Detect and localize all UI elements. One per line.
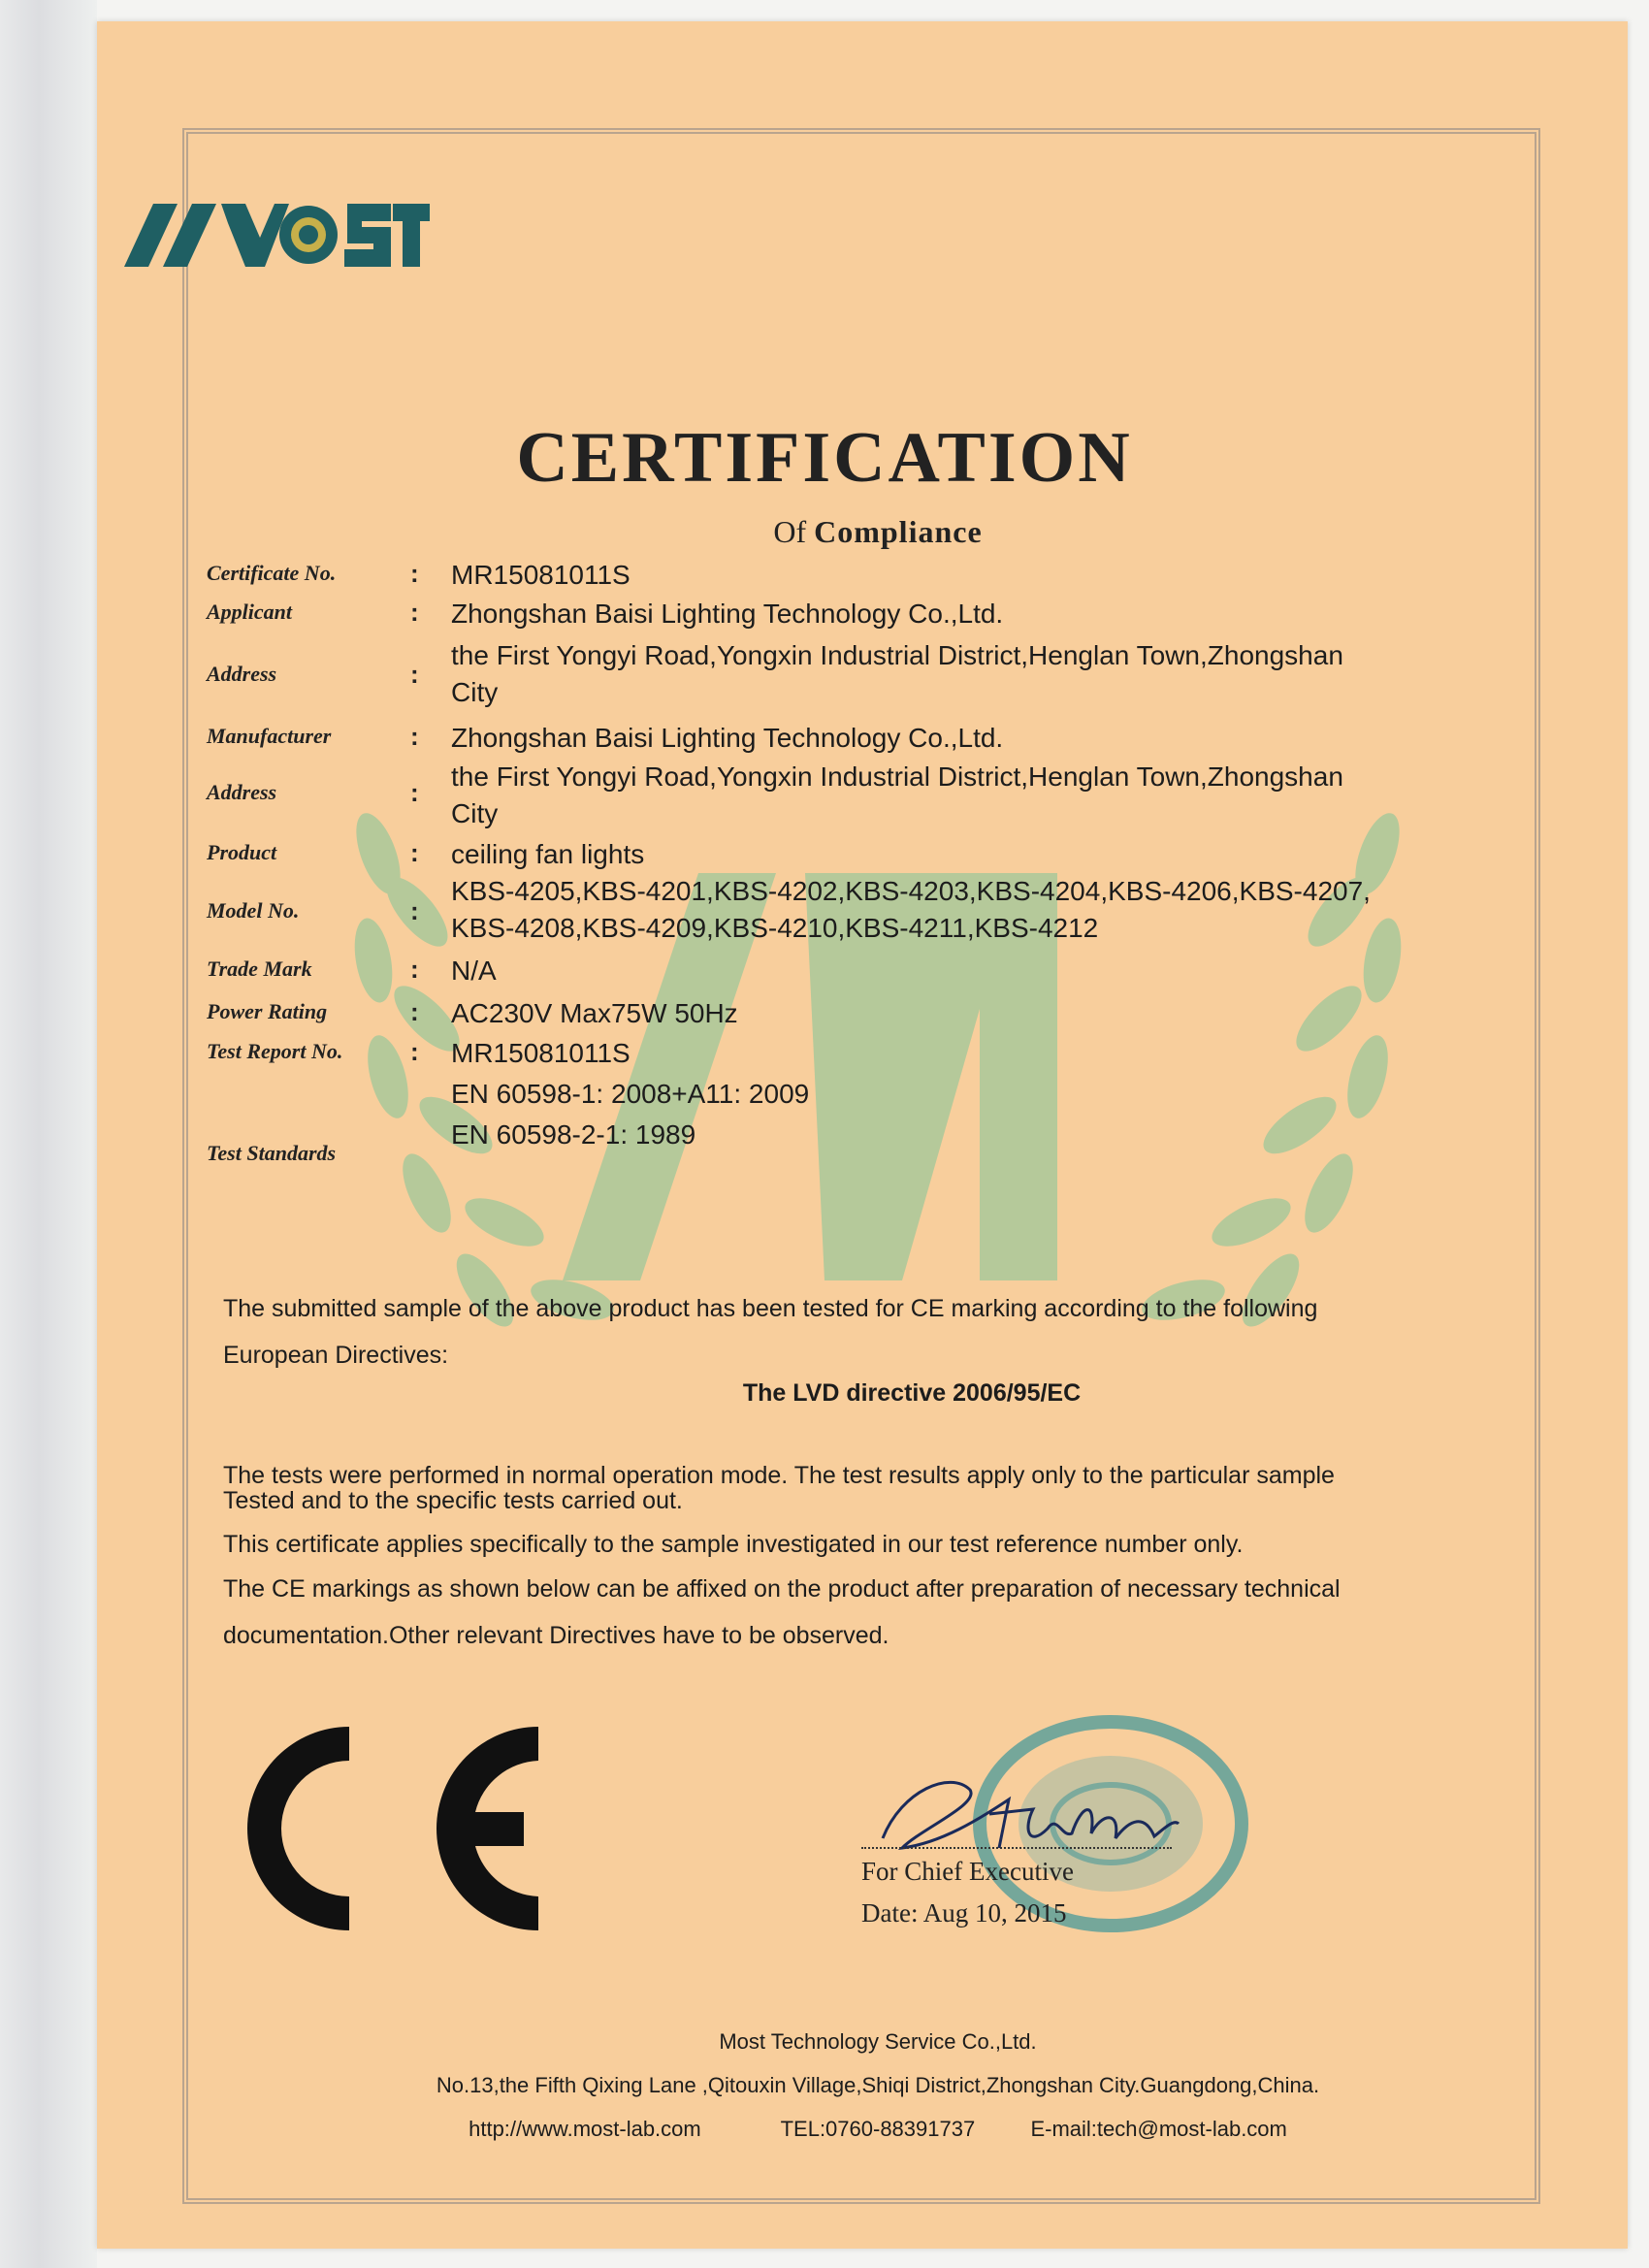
value-test-report-no: MR15081011S	[451, 1038, 630, 1068]
label-product: Product	[207, 840, 277, 864]
value-model-no	[451, 873, 1411, 947]
address-line-1: the First Yongyi Road,Yongxin Industrial District,Henglan Town,Zhongshan	[451, 761, 1343, 792]
value-applicant-address	[451, 637, 1411, 711]
address-line-1: the First Yongyi Road,Yongxin Industrial District,Henglan Town,Zhongshan	[451, 640, 1343, 670]
signature-line	[861, 1847, 1172, 1849]
label-manufacturer-address: Address	[207, 780, 277, 804]
value-applicant: Zhongshan Baisi Lighting Technology Co.,Ltd.	[451, 599, 1004, 629]
tests-line-1: The tests were performed in normal operation mode. The test results apply only to the particular sample	[223, 1462, 1335, 1489]
colon: :	[410, 660, 419, 689]
directive-title: The LVD directive 2006/95/EC	[742, 1379, 1082, 1407]
subtitle-compliance: Compliance	[814, 514, 983, 549]
colon: :	[410, 559, 419, 588]
value-manufacturer-address	[451, 759, 1411, 832]
colon: :	[410, 1037, 419, 1066]
address-line-2: City	[451, 798, 499, 828]
colon: :	[410, 598, 419, 627]
label-test-report-no: Test Report No.	[207, 1039, 343, 1063]
value-trade-mark: N/A	[451, 956, 497, 986]
value-manufacturer: Zhongshan Baisi Lighting Technology Co.,Ltd.	[451, 723, 1004, 753]
tests-line-2: Tested and to the specific tests carried out.	[223, 1487, 683, 1514]
applies-paragraph: This certificate applies specifically to the sample investigated in our test reference number only.	[223, 1531, 1244, 1558]
submitted-paragraph	[223, 1285, 1562, 1378]
footer-tel: TEL:0760-88391737	[780, 2117, 976, 2141]
ce-mark-icon	[242, 1717, 650, 1940]
standard-line-1: EN 60598-1: 2008+A11: 2009	[451, 1079, 810, 1109]
certificate-subtitle	[0, 514, 1649, 550]
footer-email[interactable]: E-mail:tech@most-lab.com	[1030, 2117, 1287, 2141]
colon: :	[410, 997, 419, 1026]
ce-markings-line-1: The CE markings as shown below can be affixed on the product after preparation of necessary technical	[223, 1575, 1341, 1603]
signature	[863, 1761, 1183, 1867]
most-logo	[119, 184, 430, 286]
model-line-2: KBS-4208,KBS-4209,KBS-4210,KBS-4211,KBS-4212	[451, 913, 1099, 943]
footer-address: No.13,the Fifth Qixing Lane ,Qitouxin Village,Shiqi District,Zhongshan City.Guangdong,China.	[436, 2073, 1320, 2097]
tests-paragraph	[223, 1463, 1562, 1513]
address-line-2: City	[451, 677, 499, 707]
colon: :	[410, 896, 419, 925]
signer-role: For Chief Executive	[861, 1857, 1074, 1886]
colon: :	[410, 722, 419, 751]
footer-website[interactable]: http://www.most-lab.com	[469, 2117, 701, 2141]
label-applicant-address: Address	[207, 662, 277, 686]
label-trade-mark: Trade Mark	[207, 956, 312, 981]
label-manufacturer: Manufacturer	[207, 724, 332, 748]
standard-line-2: EN 60598-2-1: 1989	[451, 1119, 696, 1150]
submitted-line-2: European Directives:	[223, 1342, 449, 1369]
subtitle-of: Of	[773, 514, 807, 549]
signature-date: Date: Aug 10, 2015	[861, 1898, 1067, 1928]
value-test-standards	[451, 1074, 1411, 1155]
value-certificate-no: MR15081011S	[451, 560, 630, 590]
ce-markings-line-2: documentation.Other relevant Directives have to be observed.	[223, 1622, 889, 1649]
submitted-line-1: The submitted sample of the above product has been tested for CE marking according to the following	[223, 1295, 1318, 1322]
certificate-title: CERTIFICATION	[516, 418, 1133, 498]
label-applicant: Applicant	[207, 599, 293, 624]
colon: :	[410, 838, 419, 867]
footer-company: Most Technology Service Co.,Ltd.	[719, 2029, 1037, 2054]
label-test-standards: Test Standards	[207, 1141, 337, 1165]
value-power-rating: AC230V Max75W 50Hz	[451, 998, 738, 1028]
value-product: ceiling fan lights	[451, 839, 645, 869]
ce-markings-paragraph	[223, 1566, 1562, 1659]
colon: :	[410, 778, 419, 807]
scan-edge	[0, 0, 97, 2268]
model-line-1: KBS-4205,KBS-4201,KBS-4202,KBS-4203,KBS-4204,KBS-4206,KBS-4207,	[451, 876, 1371, 906]
label-power-rating: Power Rating	[207, 999, 328, 1023]
label-model-no: Model No.	[207, 898, 300, 923]
label-certificate-no: Certificate No.	[207, 561, 337, 585]
colon: :	[410, 955, 419, 984]
footer-contact	[0, 2117, 1649, 2142]
